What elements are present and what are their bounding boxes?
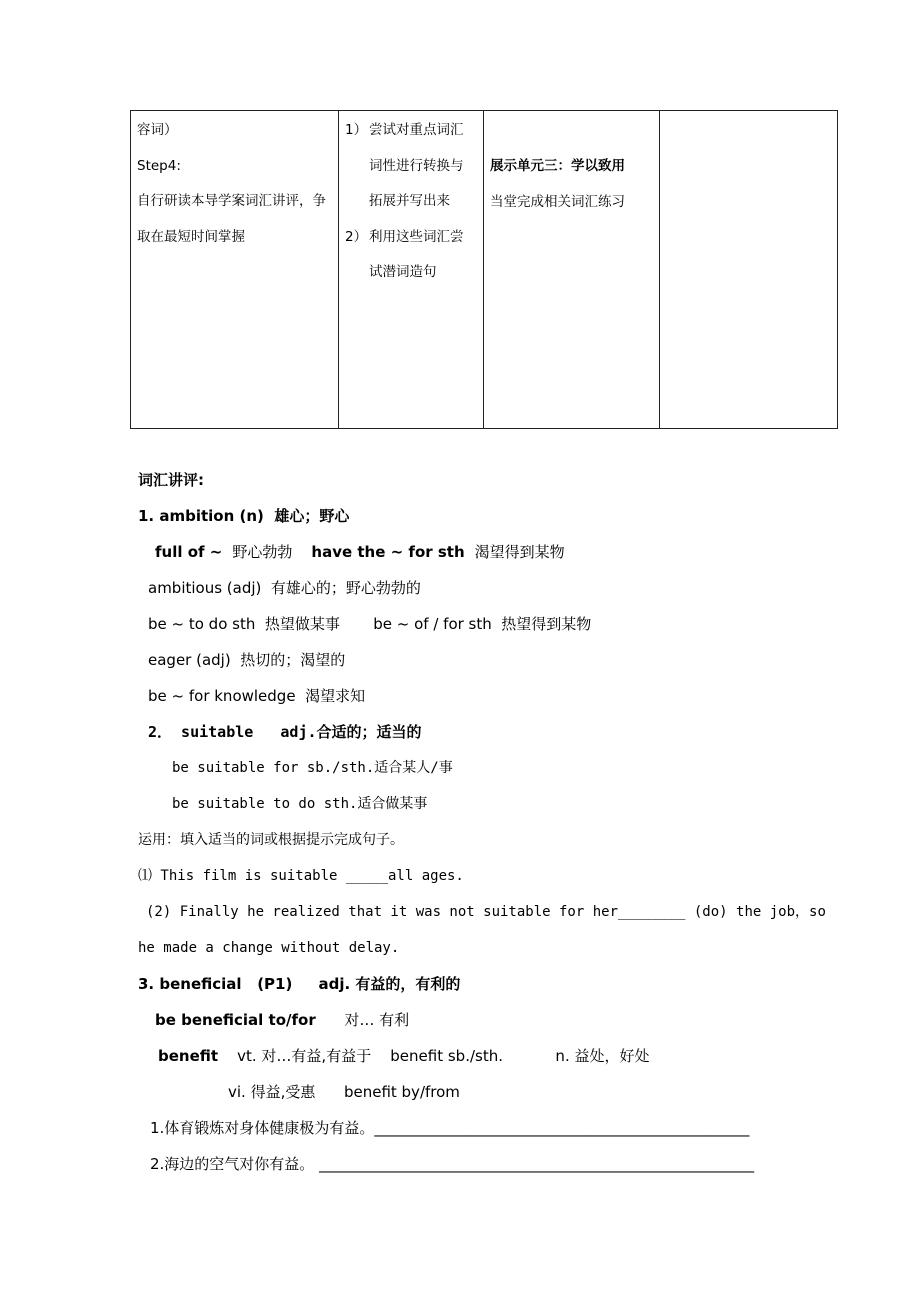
suitable-exercise-1: ⑴ This film is suitable _____all ages. — [138, 868, 464, 884]
phrase-have-ambition: have the ~ for sth — [311, 543, 470, 561]
table-line: 取在最短时间掌握 — [137, 228, 245, 245]
fill-in-blank: __________________________________________________________ — [319, 1155, 755, 1173]
suitable-pattern-line-2: be suitable to do sth.适合做某事 — [172, 796, 428, 812]
eager-phrase-line: be ~ for knowledge 渴望求知 — [148, 687, 366, 705]
fill-in-blank: __________________________________________________ — [374, 1119, 750, 1137]
list-number: 2） — [345, 228, 368, 245]
table-cell-display-unit — [484, 111, 660, 429]
entry-suitable-title: 2． suitable adj.合适的；适当的 — [148, 723, 422, 741]
table-line: 利用这些词汇尝 — [369, 228, 464, 245]
benefit-verb-line — [158, 1038, 850, 1074]
display-unit-title: 展示单元三：学以致用 — [490, 158, 625, 174]
task-item-2 — [345, 220, 477, 256]
task-item-1 — [345, 113, 477, 149]
ambition-phrases-line — [155, 534, 850, 570]
translate-exercise-1-text: 1.体育锻炼对身体健康极为有益。 — [150, 1119, 375, 1137]
ambitious-patterns-line: be ~ to do sth 热望做某事 be ~ of / for sth 热望得到某物 — [148, 615, 592, 633]
benefit-verb-meanings: vt. 对…有益,有益于 benefit sb./sth. n. 益处，好处 — [218, 1047, 650, 1065]
phrase-be-beneficial: be beneficial to/for — [155, 1011, 316, 1029]
vocab-review-heading: 词汇讲评: — [138, 471, 204, 489]
translate-exercise-2 — [150, 1146, 850, 1182]
benefit-vi-line: vi. 得益,受惠 benefit by/from — [228, 1083, 460, 1101]
display-unit-task: 当堂完成相关词汇练习 — [490, 193, 625, 210]
table-line: 词性进行转换与 — [369, 157, 464, 174]
table-line: 尝试对重点词汇 — [369, 122, 464, 138]
table-line: 试潜词造句 — [369, 264, 437, 280]
usage-instruction: 运用：填入适当的词或根据提示完成句子。 — [138, 832, 404, 848]
table-cell-tasks — [339, 111, 484, 429]
phrase-have-ambition-meaning: 渴望得到某物 — [469, 543, 565, 561]
headword-benefit: benefit — [158, 1047, 219, 1065]
vocab-review-section — [130, 462, 850, 1182]
phrase-full-of: full of ~ — [155, 543, 228, 561]
table-line: Step4: — [137, 157, 181, 174]
lesson-plan-table — [130, 110, 838, 429]
table-row — [131, 111, 838, 429]
table-line: 自行研读本导学案词汇讲评，争 — [137, 193, 326, 209]
phrase-be-beneficial-meaning: 对… 有利 — [315, 1011, 410, 1029]
list-number: 1） — [345, 122, 368, 138]
suitable-exercise-2-continued: he made a change without delay. — [138, 940, 400, 956]
suitable-exercise-2: (2) Finally he realized that it was not suitable for her________ (do) the job，so — [146, 904, 826, 920]
ambitious-adj-line: ambitious (adj) 有雄心的；野心勃勃的 — [148, 579, 421, 597]
eager-adj-line: eager (adj) 热切的；渴望的 — [148, 651, 346, 669]
table-cell-study-steps — [131, 111, 339, 429]
suitable-pattern-line-1: be suitable for sb./sth.适合某人/事 — [172, 760, 453, 776]
translate-exercise-2-text: 2.海边的空气对你有益。 — [150, 1155, 320, 1173]
entry-ambition-title: 1. ambition (n) 雄心；野心 — [138, 507, 350, 525]
table-line: 拓展并写出来 — [369, 193, 450, 209]
table-cell-empty — [660, 111, 838, 429]
translate-exercise-1 — [150, 1110, 850, 1146]
table-line: 容词） — [137, 122, 178, 138]
phrase-full-of-meaning: 野心勃勃 — [227, 543, 312, 561]
entry-beneficial-title: 3. beneficial (P1) adj. 有益的，有利的 — [138, 975, 461, 993]
beneficial-pattern-line — [155, 1002, 850, 1038]
